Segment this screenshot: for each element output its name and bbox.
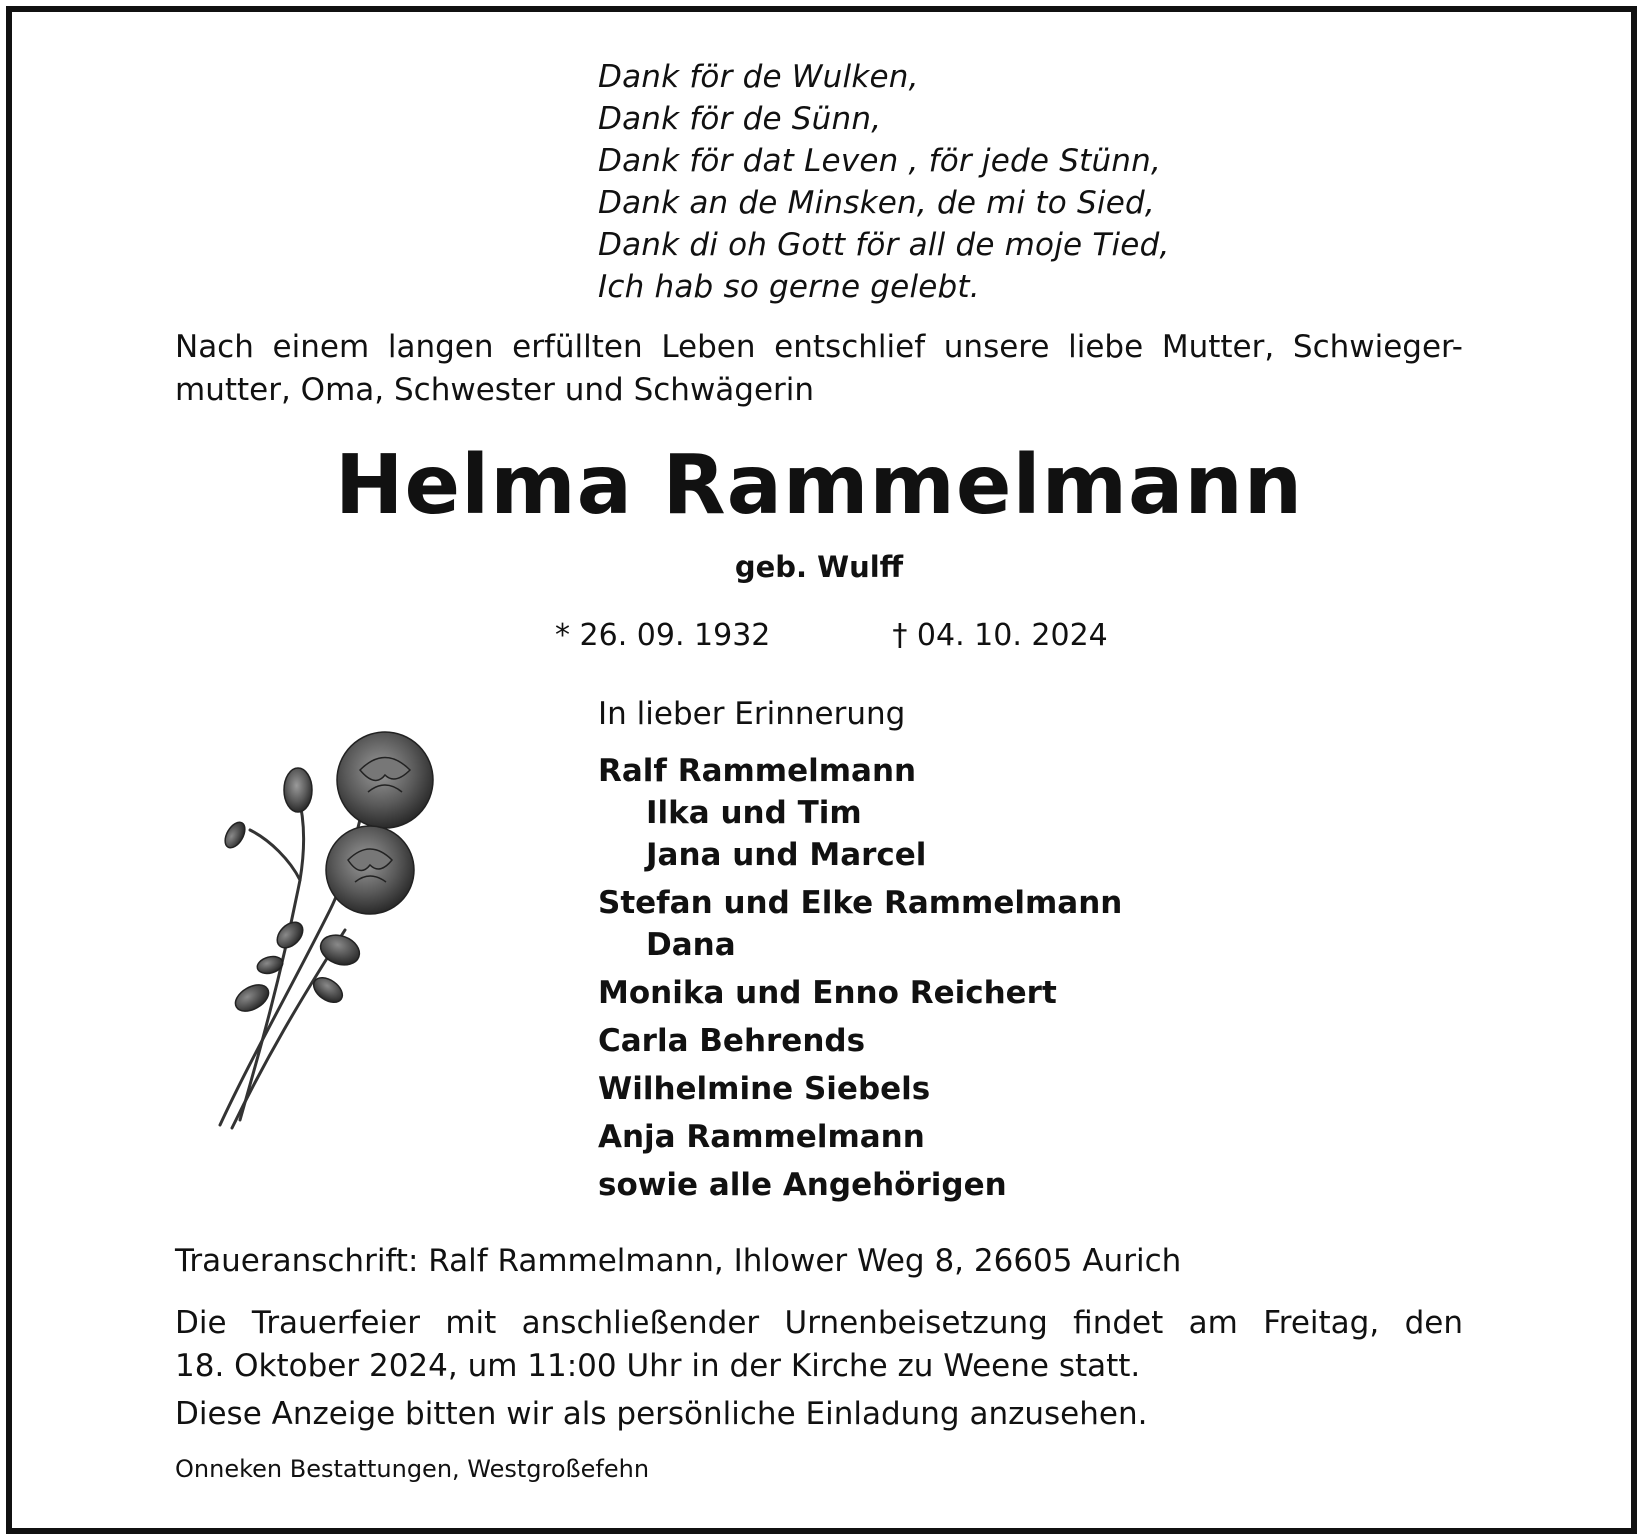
invitation-note: Diese Anzeige bitten wir als persönliche Einladung anzusehen. (175, 1396, 1148, 1432)
poem-line: Dank för de Wulken, (598, 59, 919, 95)
maiden-name: geb. Wulff (734, 550, 904, 584)
poem-line: Dank di oh Gott för all de moje Tied, (598, 227, 1170, 263)
deceased-name: Helma Rammelmann (334, 438, 1304, 533)
intro-line: mutter, Oma, Schwester und Schwägerin (175, 372, 815, 408)
poem-line: Dank för dat Leven , för jede Stünn, (598, 143, 1162, 179)
mourner-name: Jana und Marcel (646, 837, 927, 873)
service-line: Die Trauerfeier mit anschließender Urnenbeisetzung findet am Freitag, den (175, 1305, 1463, 1341)
mourner-name: Monika und Enno Reichert (598, 975, 1057, 1011)
undertaker: Onneken Bestattungen, Westgroßefehn (175, 1455, 650, 1483)
death-date: † 04. 10. 2024 (892, 618, 1108, 653)
mourner-name: Anja Rammelmann (598, 1119, 925, 1155)
poem-line: Dank för de Sünn, (598, 101, 882, 137)
roses-illustration (180, 730, 480, 1150)
mourner-name: Carla Behrends (598, 1023, 866, 1059)
intro-text (175, 326, 1463, 412)
mourner-name: Stefan und Elke Rammelmann (598, 885, 1123, 921)
mourner-name: Ralf Rammelmann (598, 753, 917, 789)
remembrance-heading: In lieber Erinnerung (598, 696, 906, 732)
service-line: 18. Oktober 2024, um 11:00 Uhr in der Kirche zu Weene statt. (175, 1348, 1141, 1384)
mourner-name: sowie alle Angehörigen (598, 1167, 1007, 1203)
service-info (175, 1302, 1463, 1388)
mourners-list (598, 750, 1122, 1206)
mourner-name: Wilhelmine Siebels (598, 1071, 931, 1107)
mourner-name: Ilka und Tim (646, 795, 862, 831)
poem-line: Dank an de Minsken, de mi to Sied, (598, 185, 1155, 221)
mourning-address: Traueranschrift: Ralf Rammelmann, Ihlower Weg 8, 26605 Aurich (175, 1243, 1182, 1279)
mourner-name: Dana (646, 927, 736, 963)
life-dates (555, 618, 1108, 653)
intro-line: Nach einem langen erfüllten Leben entschlief unsere liebe Mutter, Schwieger- (175, 329, 1463, 365)
birth-date: * 26. 09. 1932 (555, 618, 771, 653)
poem-line: Ich hab so gerne gelebt. (598, 269, 980, 305)
poem (598, 56, 1170, 308)
